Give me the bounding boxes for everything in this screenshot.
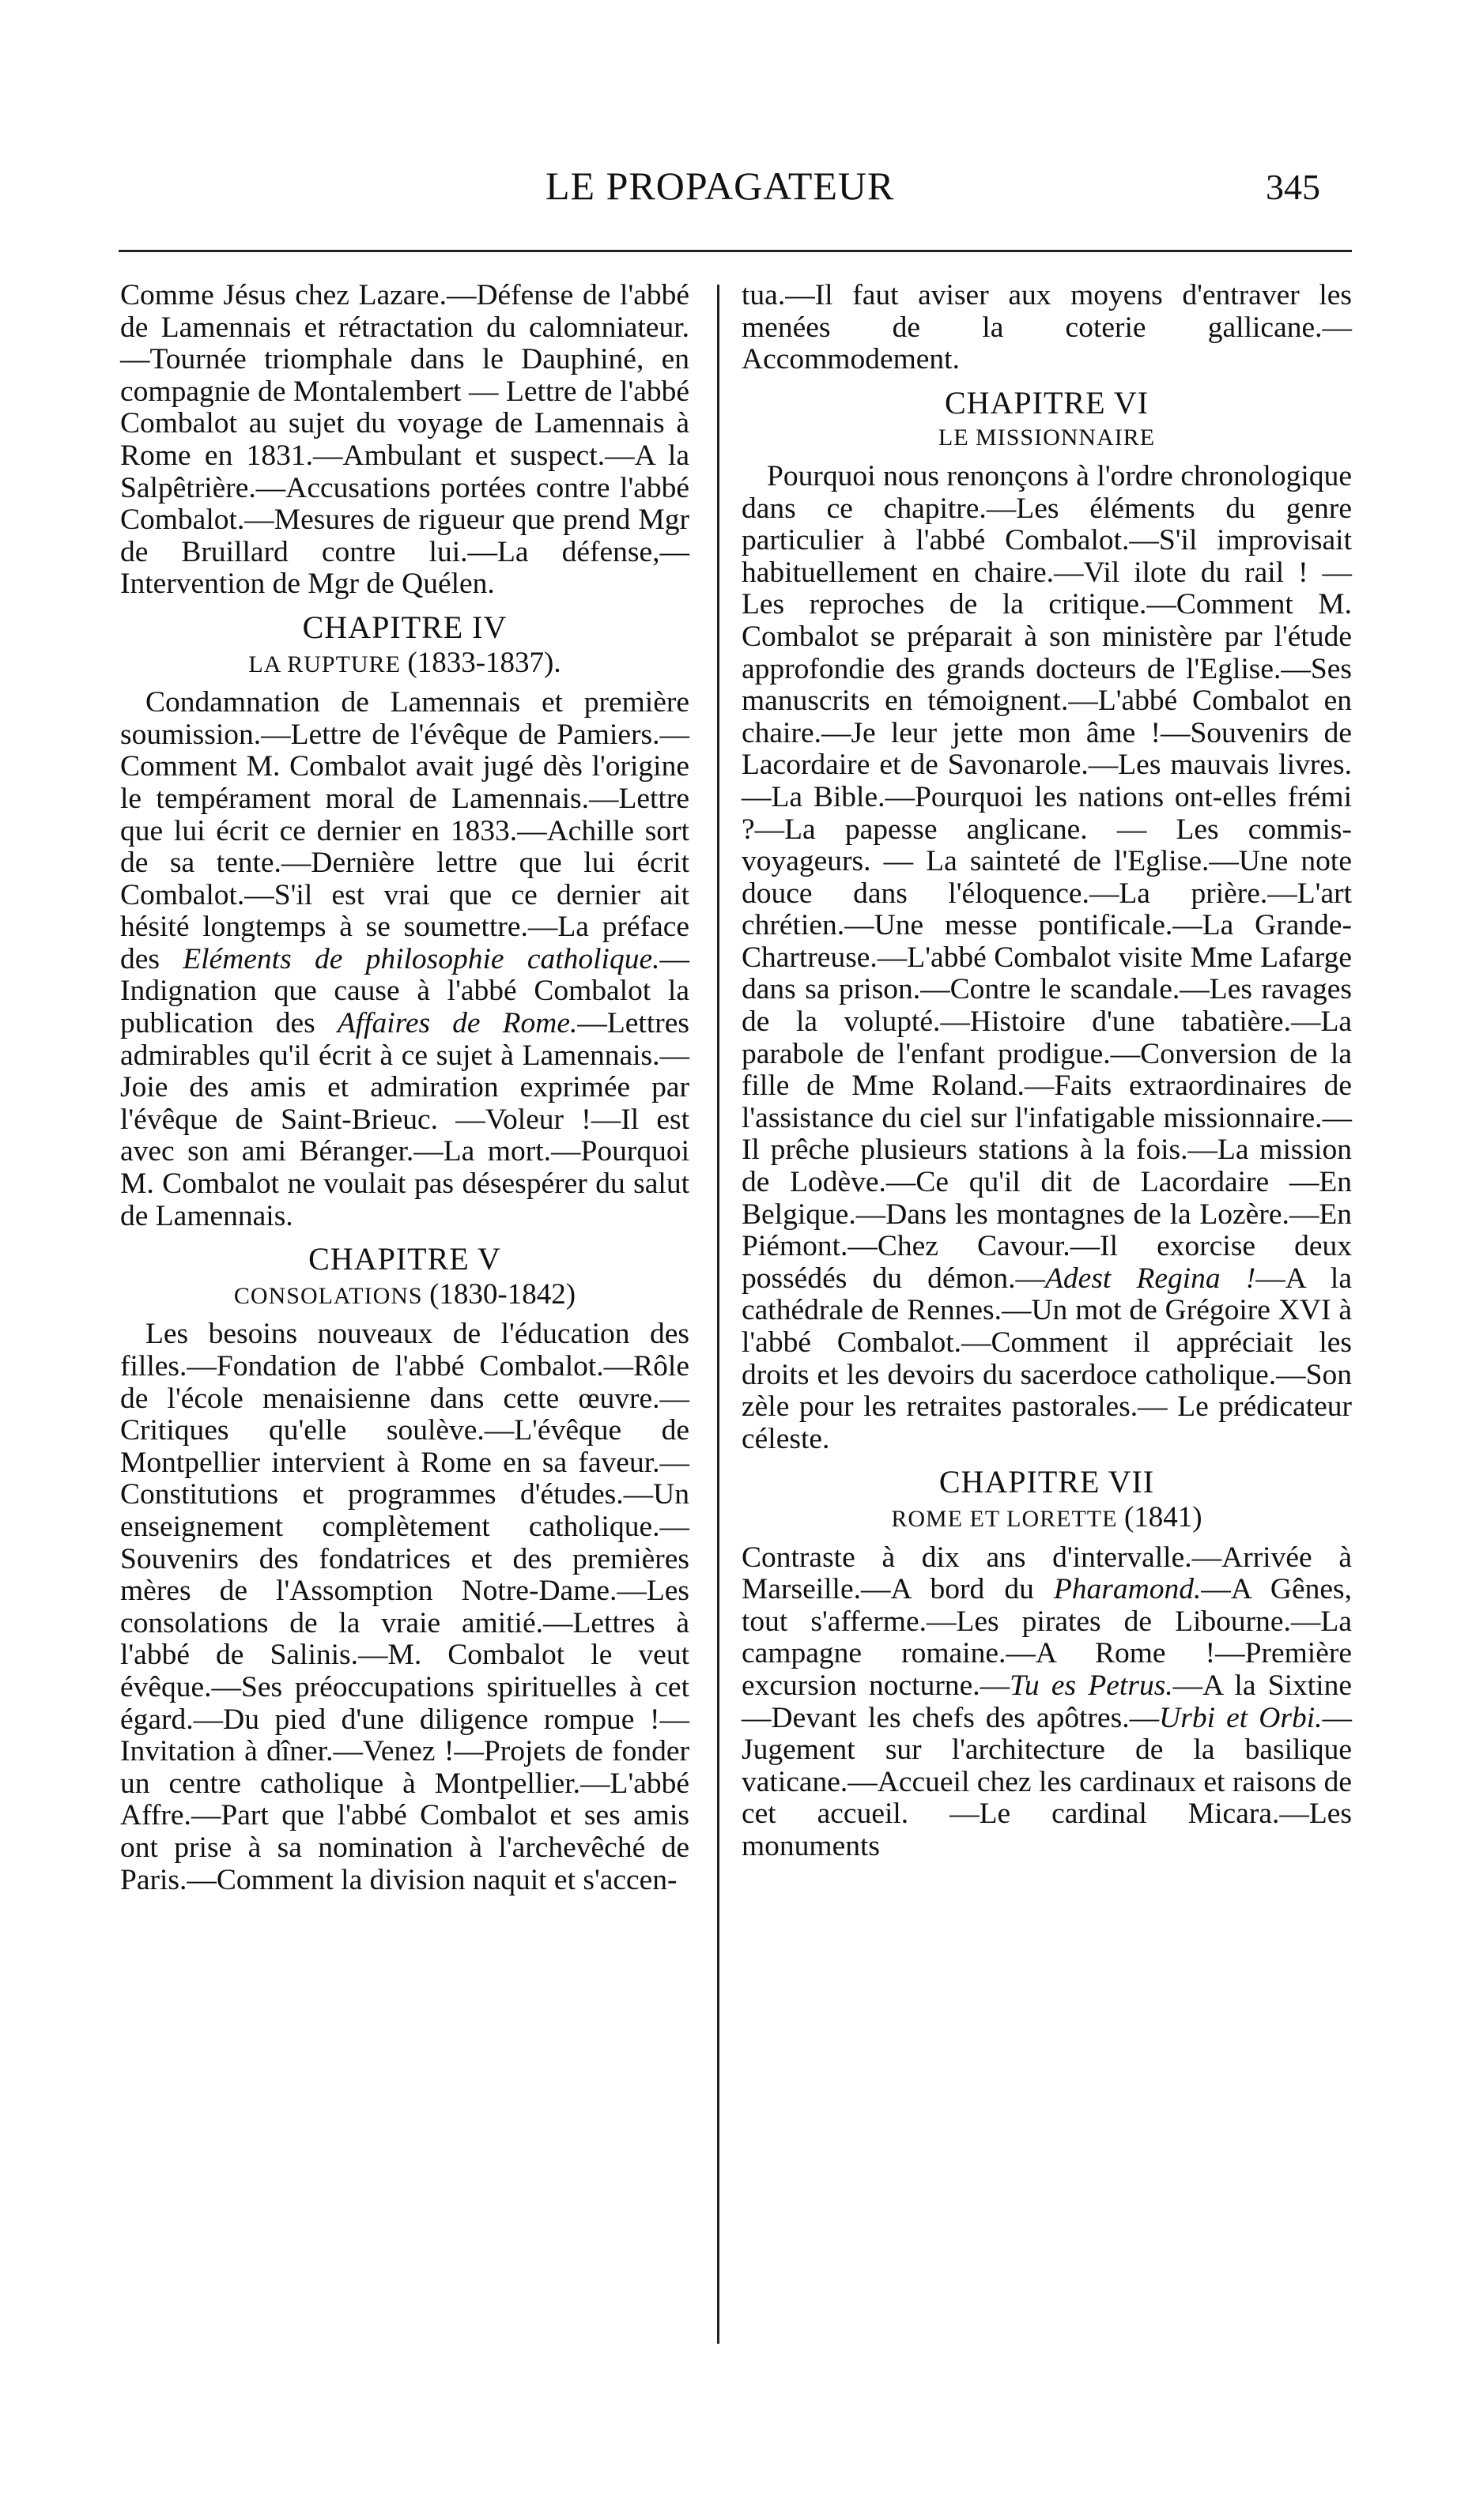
chapter-5-heading: CHAPITRE V bbox=[308, 1241, 501, 1277]
chapter-4-heading: CHAPITRE IV bbox=[302, 609, 508, 645]
chapter-5-years: (1830-1842) bbox=[429, 1277, 576, 1311]
chapter-6-heading: CHAPITRE VI bbox=[944, 384, 1149, 421]
chapter-7-subtitle bbox=[742, 1502, 1352, 1536]
chapter-6-subtitle: LE MISSIONNAIRE bbox=[938, 424, 1156, 451]
chapter-7-summary bbox=[742, 1542, 1352, 1863]
chapter-4-summary bbox=[120, 687, 689, 1232]
left-column bbox=[120, 280, 689, 1896]
page-number: 345 bbox=[1266, 167, 1320, 207]
chapter-4-text-a: Condamnation de Lamennais et première soumission.—Lettre de l'évêque de Pamiers.—Comment M. Combalot avait jugé dès l'origine le tempérament moral de Lamennais.—Lettre que lui écrit ce dernier en 1833.—Achille sort de sa tente.—Dernière lettre que lui écrit Combalot.—S'il est vrai que ce dernier ait hésité longtemps à se soumettre.—La préface des bbox=[120, 686, 689, 975]
chapter-7-italic-2: Tu es Petrus. bbox=[1010, 1669, 1173, 1702]
chapter-4-subtitle bbox=[120, 647, 689, 681]
right-column bbox=[742, 280, 1352, 1863]
chapter-4-italic-title-2: Affaires de Rome. bbox=[337, 1007, 578, 1040]
chapter-7-text-c: —A la Sixtine —Devant les chefs des apôtres.— bbox=[742, 1669, 1352, 1734]
chapter-4-text-c: —Lettres admirables qu'il écrit à ce sujet à Lamennais.—Joie des amis et admiration exprimée par l'évêque de Saint-Brieuc. —Voleur !—Il est avec son ami Béranger.—La mort.—Pourquoi M. Combalot ne voulait pas désespérer du salut de Lamennais. bbox=[120, 1007, 689, 1232]
chapter-7-text-b: —A Gênes, tout s'afferme.—Les pirates de Libourne.—La campagne romaine.—A Rome !—Première excursion nocturne.— bbox=[742, 1573, 1352, 1702]
chapter-7-italic-3: Urbi et Orbi. bbox=[1159, 1701, 1323, 1734]
chapter-6-italic-1: Adest Regina ! bbox=[1045, 1262, 1256, 1295]
chapter-7-italic-1: Pharamond. bbox=[1053, 1573, 1202, 1606]
chapter-7-years: (1841) bbox=[1123, 1500, 1202, 1534]
chapter-6-text-b: —A la cathédrale de Rennes.—Un mot de Grégoire XVI à l'abbé Combalot.—Comment il appréciait les droits et les devoirs du sacerdoce catholique.—Son zèle pour les retraites pastorales.— Le prédicateur céleste. bbox=[742, 1262, 1352, 1455]
chapter-4-subtitle-text: LA RUPTURE bbox=[248, 651, 401, 677]
chapter-7-heading: CHAPITRE VII bbox=[938, 1464, 1155, 1500]
chapter-5-summary: Les besoins nouveaux de l'éducation des filles.—Fondation de l'abbé Combalot.—Rôle de l'école menaisienne dans cette œuvre.—Critiques qu'elle soulève.—L'évêque de Montpellier intervient à Rome en sa faveur.—Constitutions et programmes d'études.—Un enseignement complètement catholique.—Souvenirs des fondatrices et des premières mères de l'Assomption Notre-Dame.—Les consolations de la vraie amitié.—Lettres à l'abbé de Salinis.—M. Combalot le veut évêque.—Ses préoccupations spirituelles à cet égard.—Du pied d'une diligence rompue !—Invitation à dîner.—Venez !—Projets de fonder un centre catholique à Montpellier.—L'abbé Affre.—Part que l'abbé Combalot et ses amis ont prise à sa nomination à l'archevêché de Paris.—Comment la division naquit et s'accen- bbox=[120, 1318, 689, 1896]
chapter-7-text-a: Contraste à dix ans d'intervalle.—Arrivée à Marseille.—A bord du bbox=[742, 1541, 1352, 1606]
chapter-4-text-b: —Indignation que cause à l'abbé Combalot la publication des bbox=[120, 942, 689, 1040]
chapter-5-subtitle-text: CONSOLATIONS bbox=[233, 1282, 423, 1309]
chapter-7-text-d: —Jugement sur l'architecture de la basilique vaticane.—Accueil chez les cardinaux et raisons de cet accueil. —Le cardinal Micara.—Les monuments bbox=[742, 1701, 1352, 1862]
chapter-4-years: (1833-1837). bbox=[407, 646, 561, 679]
chapter-6-summary bbox=[742, 461, 1352, 1455]
paragraph-continued-right: tua.—Il faut aviser aux moyens d'entraver les menées de la coterie gallicane.—Accommodement. bbox=[742, 279, 1352, 376]
column-divider bbox=[717, 285, 719, 2344]
chapter-7-subtitle-text: ROME ET LORETTE bbox=[891, 1505, 1118, 1532]
chapter-5-subtitle bbox=[120, 1279, 689, 1313]
running-title: LE PROPAGATEUR bbox=[545, 164, 895, 208]
page-header bbox=[119, 163, 1352, 218]
chapter-4-italic-title-1: Eléments de philosophie catholique. bbox=[183, 942, 660, 975]
header-rule bbox=[119, 250, 1352, 252]
paragraph-continued: Comme Jésus chez Lazare.—Défense de l'abbé de Lamennais et rétractation du calomniateur.—Tournée triomphale dans le Dauphiné, en compagnie de Montalembert — Lettre de l'abbé Combalot au sujet du voyage de Lamennais à Rome en 1831.—Ambulant et suspect.—A la Salpêtrière.—Accusations portées contre l'abbé Combalot.—Mesures de rigueur que prend Mgr de Bruillard contre lui.—La défense,—Intervention de Mgr de Quélen. bbox=[120, 279, 689, 601]
chapter-6-text-a: Pourquoi nous renonçons à l'ordre chronologique dans ce chapitre.—Les éléments du genre particulier à l'abbé Combalot.—S'il improvisait habituellement en chaire.—Vil ilote du rail ! — Les reproches de la critique.—Comment M. Combalot se préparait à son ministère par l'étude approfondie des grands docteurs de l'Eglise.—Ses manuscrits en témoignent.—L'abbé Combalot en chaire.—Je leur jette mon âme !—Souvenirs de Lacordaire et de Savonarole.—Les mauvais livres.—La Bible.—Pourquoi les nations ont-elles frémi ?—La papesse anglicane. — Les commis-voyageurs. — La sainteté de l'Eglise.—Une note douce dans l'éloquence.—La prière.—L'art chrétien.—Une messe pontificale.—La Grande-Chartreuse.—L'abbé Combalot visite Mme Lafarge dans sa prison.—Contre le scandale.—Les ravages de la volupté.—Histoire d'une tabatière.—La parabole de l'enfant prodigue.—Conversion de la fille de Mme Roland.—Faits extraordinaires de l'assistance du ciel sur l'infatigable missionnaire.—Il prêche plusieurs stations à la fois.—La mission de Lodève.—Ce qu'il dit de Lacordaire —En Belgique.—Dans les montagnes de la Lozère.—En Piémont.—Chez Cavour.—Il exorcise deux possédés du démon.— bbox=[742, 459, 1352, 1295]
